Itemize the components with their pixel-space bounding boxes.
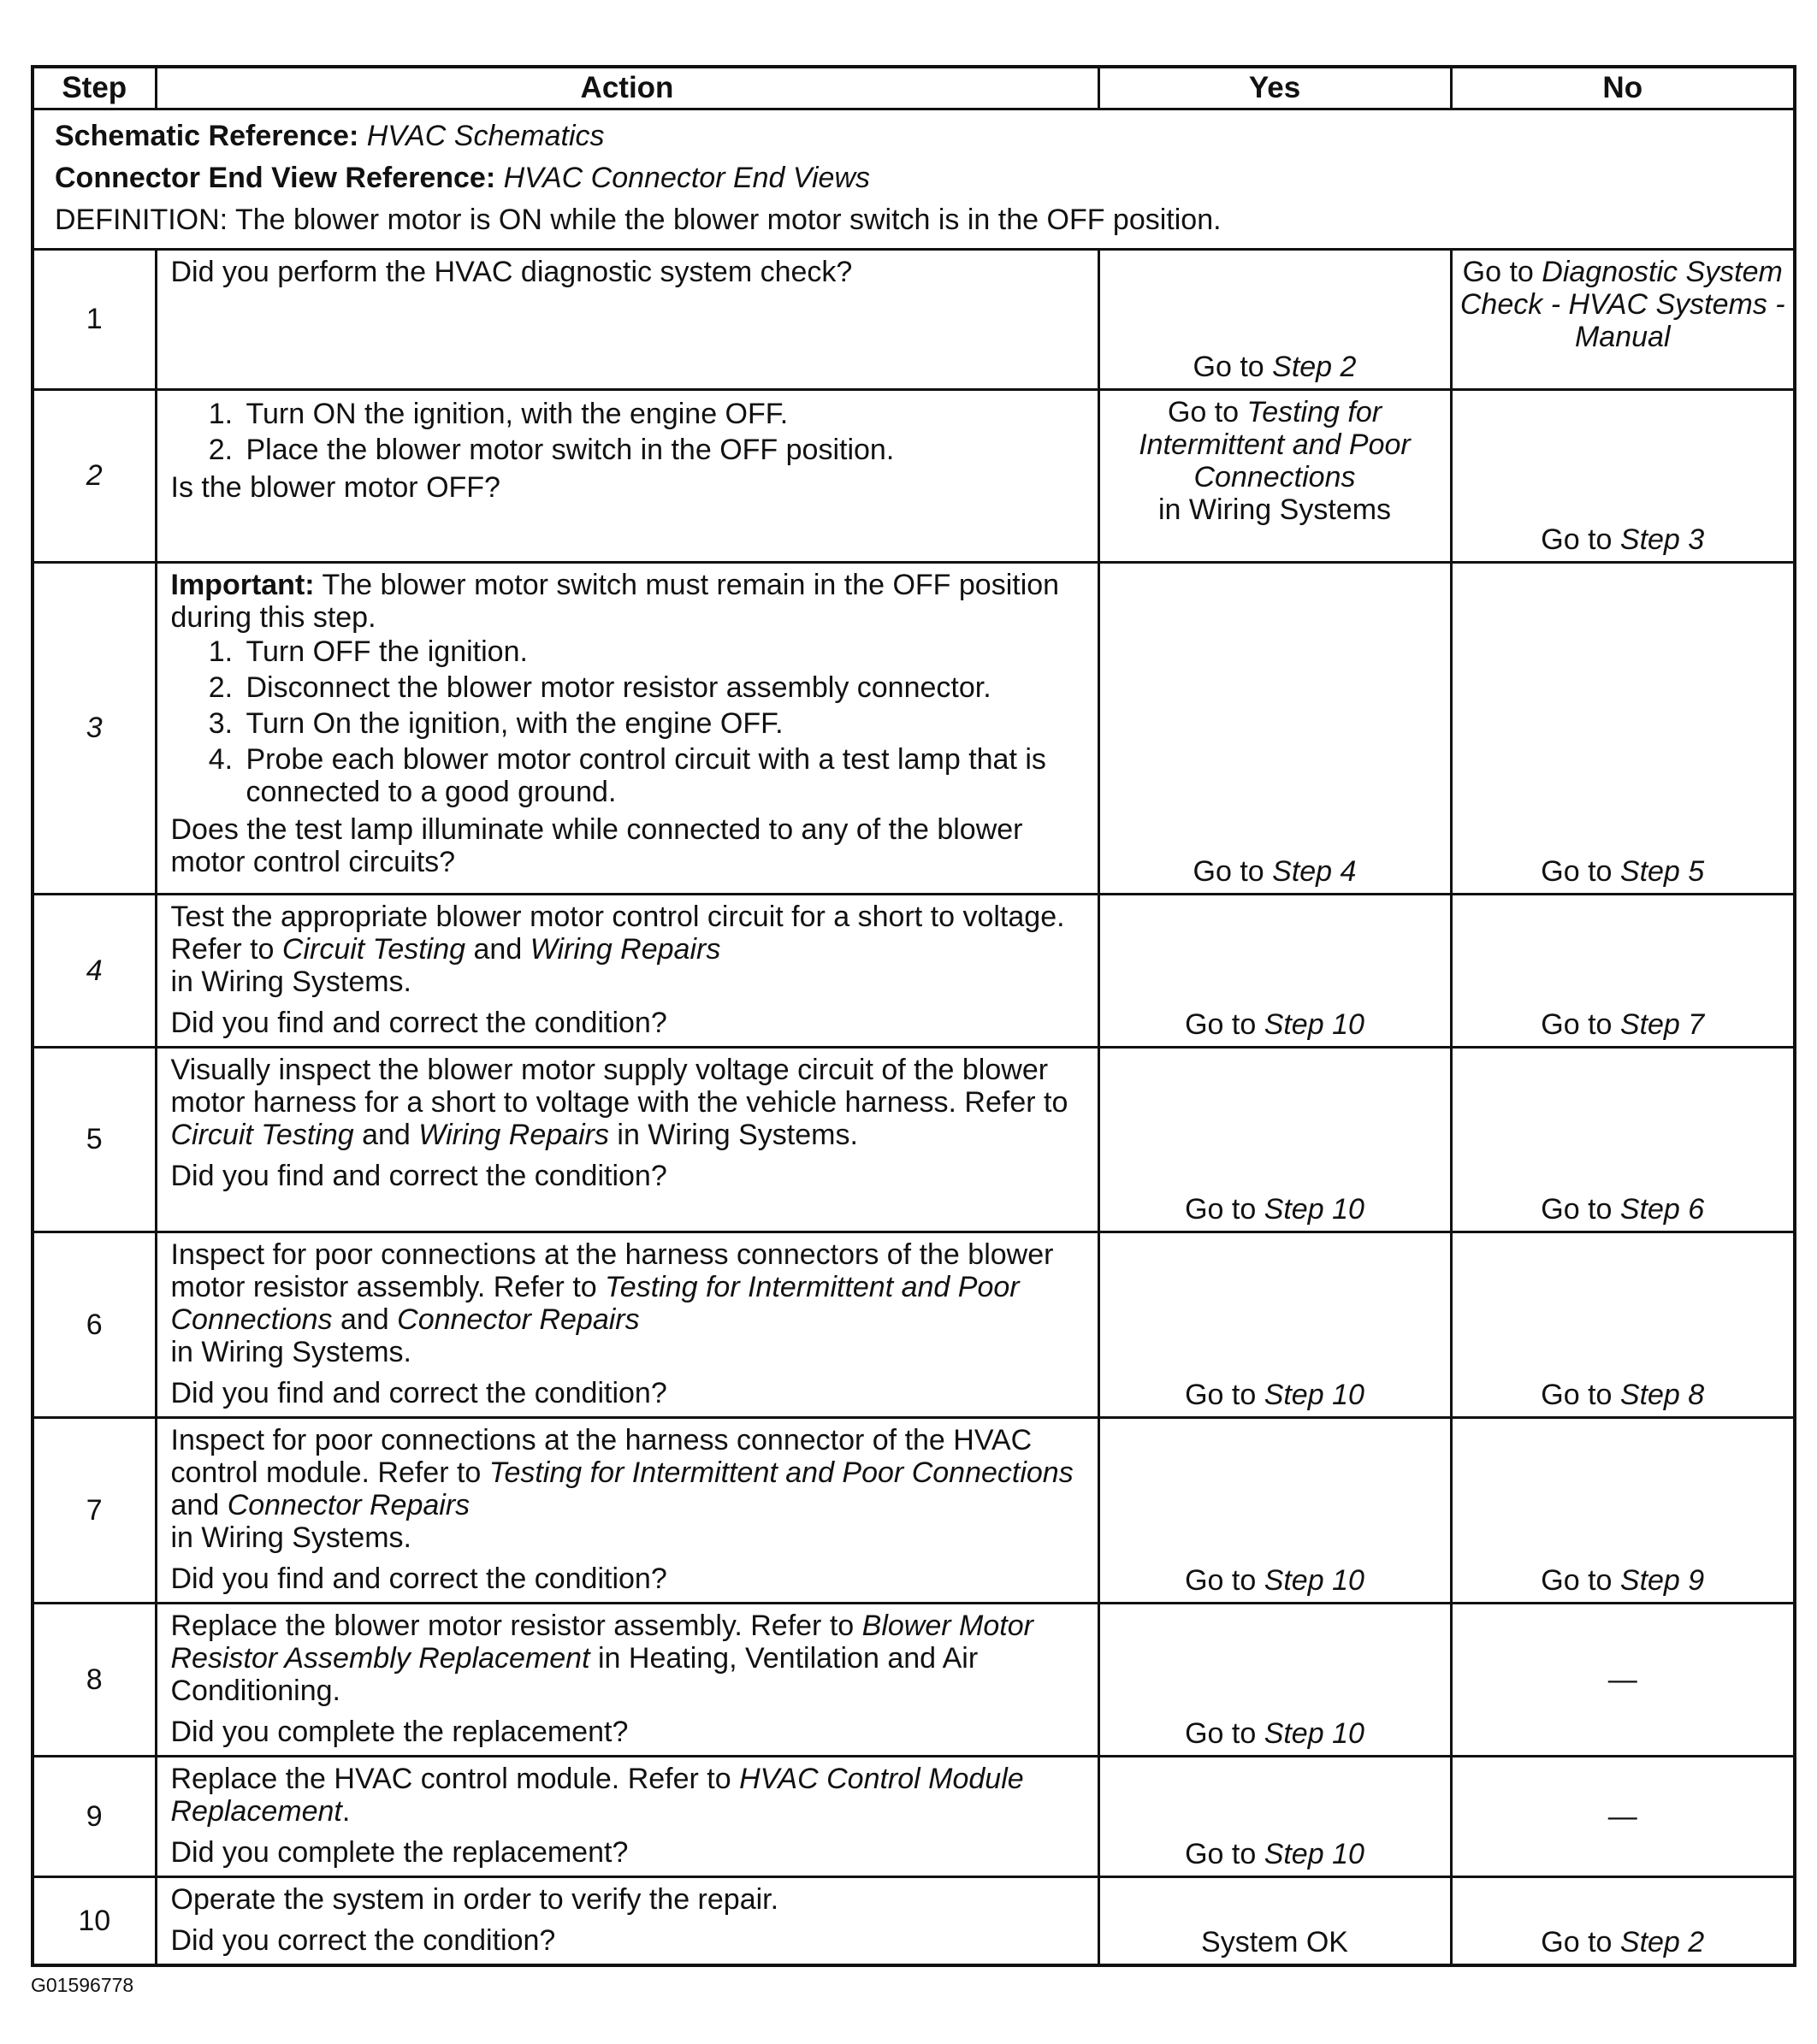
action-link[interactable]: Wiring Repairs bbox=[418, 1119, 609, 1151]
action-question: Is the blower motor OFF? bbox=[170, 471, 500, 504]
yes-link[interactable]: Step 2 bbox=[1272, 351, 1357, 383]
reference-cell bbox=[33, 109, 1795, 250]
yes-link[interactable]: Step 4 bbox=[1272, 855, 1357, 888]
no-cell: Go to Step 3 bbox=[1451, 390, 1795, 563]
action-list bbox=[171, 398, 1082, 466]
action-question: Does the test lamp illuminate while connected to any of the blower motor control circuits? bbox=[170, 813, 1023, 878]
no-cell: Go to Diagnostic System Check - HVAC Systems - Manual bbox=[1451, 250, 1795, 390]
action-text: Replace the HVAC control module. Refer to HVAC Control Module Replacement. bbox=[170, 1763, 1024, 1828]
action-question: Did you find and correct the condition? bbox=[170, 1377, 667, 1409]
step-number: 8 bbox=[33, 1604, 156, 1757]
no-cell: Go to Step 7 bbox=[1451, 895, 1795, 1048]
step-row-10 bbox=[33, 1877, 1795, 1966]
action-item: 2. Disconnect the blower motor resistor assembly connector. bbox=[241, 671, 1082, 704]
no-value: — bbox=[1607, 1663, 1637, 1696]
no-cell bbox=[1451, 1757, 1795, 1877]
yes-link[interactable]: Step 10 bbox=[1264, 1008, 1364, 1041]
action-list bbox=[171, 635, 1082, 808]
no-cell: Go to Step 6 bbox=[1451, 1048, 1795, 1232]
yes-cell: Go to Step 10 bbox=[1098, 1418, 1451, 1604]
action-text: Inspect for poor connections at the harness connector of the HVAC control module. Refer to Testing for Intermittent and Poor Connections and Connector Repairs in Wiring Systems. bbox=[170, 1424, 1074, 1554]
action-cell bbox=[156, 1877, 1098, 1966]
yes-link[interactable]: Step 10 bbox=[1264, 1564, 1364, 1597]
yes-cell: Go to Testing for Intermittent and Poor Connections in Wiring Systems bbox=[1098, 390, 1451, 563]
step-row-5 bbox=[33, 1048, 1795, 1232]
action-link[interactable]: Circuit Testing bbox=[170, 1119, 354, 1151]
action-item: 1. Turn OFF the ignition. bbox=[241, 635, 1082, 668]
action-cell bbox=[156, 1604, 1098, 1757]
step-number: 9 bbox=[33, 1757, 156, 1877]
action-text: Visually inspect the blower motor supply voltage circuit of the blower motor harness for a short to voltage with the vehicle harness. Refer to Circuit Testing and Wiring Repairs in Wiring Systems. bbox=[170, 1054, 1068, 1151]
step-row-2 bbox=[33, 390, 1795, 563]
step-number: 10 bbox=[33, 1877, 156, 1966]
action-text: Operate the system in order to verify the repair. bbox=[170, 1883, 779, 1916]
action-link[interactable]: Circuit Testing bbox=[281, 933, 466, 966]
step-row-7 bbox=[33, 1418, 1795, 1604]
yes-link[interactable]: Step 10 bbox=[1264, 1193, 1364, 1226]
no-cell: Go to Step 9 bbox=[1451, 1418, 1795, 1604]
no-cell: Go to Step 2 bbox=[1451, 1877, 1795, 1966]
no-link[interactable]: Step 7 bbox=[1619, 1008, 1705, 1041]
yes-cell: Go to Step 4 bbox=[1098, 563, 1451, 895]
no-cell: Go to Step 8 bbox=[1451, 1232, 1795, 1418]
action-item: 3. Turn On the ignition, with the engine OFF. bbox=[241, 707, 1082, 740]
action-text: Inspect for poor connections at the harness connectors of the blower motor resistor assembly. Refer to Testing for Intermittent and Poor Connections and Connector Repairs in Wiring Systems. bbox=[170, 1238, 1054, 1368]
step-row-6 bbox=[33, 1232, 1795, 1418]
action-text: Test the appropriate blower motor control circuit for a short to voltage. Refer to Circuit Testing and Wiring Repairs in Wiring Systems. bbox=[170, 901, 1065, 998]
action-link[interactable]: Wiring Repairs bbox=[530, 933, 721, 966]
no-value: — bbox=[1607, 1800, 1637, 1833]
action-cell bbox=[156, 1757, 1098, 1877]
action-text: Replace the blower motor resistor assembly. Refer to Blower Motor Resistor Assembly Replacement in Heating, Ventilation and Air Conditioning. bbox=[170, 1610, 1033, 1707]
yes-link[interactable]: Step 10 bbox=[1264, 1838, 1364, 1870]
action-cell bbox=[156, 1418, 1098, 1604]
action-cell bbox=[156, 563, 1098, 895]
yes-cell: Go to Step 10 bbox=[1098, 895, 1451, 1048]
no-link[interactable]: Step 6 bbox=[1619, 1193, 1705, 1226]
action-link[interactable]: Testing for Intermittent and Poor Connections bbox=[170, 1271, 1020, 1336]
no-link[interactable]: Step 9 bbox=[1619, 1564, 1705, 1597]
no-cell bbox=[1451, 1604, 1795, 1757]
yes-cell: Go to Step 2 bbox=[1098, 250, 1451, 390]
header-no: No bbox=[1451, 67, 1795, 109]
action-question: Did you find and correct the condition? bbox=[170, 1007, 667, 1039]
schematic-reference bbox=[55, 115, 1773, 157]
no-cell: Go to Step 5 bbox=[1451, 563, 1795, 895]
step-row-8 bbox=[33, 1604, 1795, 1757]
connector-reference-link[interactable]: HVAC Connector End Views bbox=[503, 162, 870, 194]
step-row-1 bbox=[33, 250, 1795, 390]
header-step: Step bbox=[33, 67, 156, 109]
no-link[interactable]: Step 3 bbox=[1619, 523, 1705, 556]
yes-cell: Go to Step 10 bbox=[1098, 1232, 1451, 1418]
step-row-3 bbox=[33, 563, 1795, 895]
action-link[interactable]: Blower Motor Resistor Assembly Replacement bbox=[170, 1610, 1033, 1675]
reference-row bbox=[33, 109, 1795, 250]
action-question: Did you find and correct the condition? bbox=[170, 1160, 667, 1192]
step-number: 7 bbox=[33, 1418, 156, 1604]
action-cell bbox=[156, 250, 1098, 390]
header-row bbox=[33, 67, 1795, 109]
yes-cell: Go to Step 10 bbox=[1098, 1048, 1451, 1232]
connector-reference bbox=[55, 157, 1773, 199]
header-yes: Yes bbox=[1098, 67, 1451, 109]
yes-link[interactable]: Step 10 bbox=[1264, 1717, 1364, 1750]
action-question: Did you complete the replacement? bbox=[170, 1716, 629, 1748]
header-action: Action bbox=[156, 67, 1098, 109]
action-link[interactable]: Testing for Intermittent and Poor Connections bbox=[488, 1456, 1074, 1489]
diagnostic-table bbox=[31, 65, 1796, 1967]
action-cell bbox=[156, 1048, 1098, 1232]
step-row-4 bbox=[33, 895, 1795, 1048]
step-number: 4 bbox=[33, 895, 156, 1048]
step-number: 6 bbox=[33, 1232, 156, 1418]
yes-cell: Go to Step 10 bbox=[1098, 1604, 1451, 1757]
action-question: Did you find and correct the condition? bbox=[170, 1563, 667, 1595]
no-link[interactable]: Diagnostic System Check - HVAC Systems - Manual bbox=[1459, 256, 1785, 353]
action-cell bbox=[156, 390, 1098, 563]
action-item: 1. Turn ON the ignition, with the engine OFF. bbox=[241, 398, 1082, 430]
yes-link[interactable]: Testing for Intermittent and Poor Connections bbox=[1139, 396, 1411, 493]
action-question: Did you perform the HVAC diagnostic system check? bbox=[170, 256, 853, 288]
action-link[interactable]: Connector Repairs bbox=[227, 1489, 471, 1521]
yes-value: System OK bbox=[1201, 1926, 1348, 1958]
step-row-9 bbox=[33, 1757, 1795, 1877]
yes-link[interactable]: Step 10 bbox=[1264, 1379, 1364, 1411]
no-link[interactable]: Step 5 bbox=[1619, 855, 1705, 888]
no-link[interactable]: Step 2 bbox=[1619, 1926, 1705, 1958]
schematic-reference-link[interactable]: HVAC Schematics bbox=[366, 120, 605, 152]
action-cell bbox=[156, 895, 1098, 1048]
action-item: 4. Probe each blower motor control circuit with a test lamp that is connected to a good ground. bbox=[241, 743, 1082, 808]
action-question: Did you complete the replacement? bbox=[170, 1836, 629, 1869]
connector-reference-label: Connector End View Reference: bbox=[55, 162, 496, 194]
action-item: 2. Place the blower motor switch in the OFF position. bbox=[241, 434, 1082, 466]
step-number: 2 bbox=[33, 390, 156, 563]
action-link[interactable]: HVAC Control Module Replacement bbox=[170, 1763, 1024, 1828]
definition: DEFINITION: The blower motor is ON while the blower motor switch is in the OFF position. bbox=[55, 204, 1222, 236]
yes-cell bbox=[1098, 1877, 1451, 1966]
figure-id: G01596778 bbox=[31, 1974, 134, 1996]
step-number: 3 bbox=[33, 563, 156, 895]
yes-cell: Go to Step 10 bbox=[1098, 1757, 1451, 1877]
action-cell bbox=[156, 1232, 1098, 1418]
step-number: 1 bbox=[33, 250, 156, 390]
important-note: Important: The blower motor switch must remain in the OFF position during this step. bbox=[170, 569, 1060, 634]
step-number: 5 bbox=[33, 1048, 156, 1232]
action-link[interactable]: Connector Repairs bbox=[397, 1303, 640, 1336]
no-link[interactable]: Step 8 bbox=[1619, 1379, 1705, 1411]
schematic-reference-label: Schematic Reference: bbox=[55, 120, 359, 152]
action-question: Did you correct the condition? bbox=[170, 1924, 556, 1957]
